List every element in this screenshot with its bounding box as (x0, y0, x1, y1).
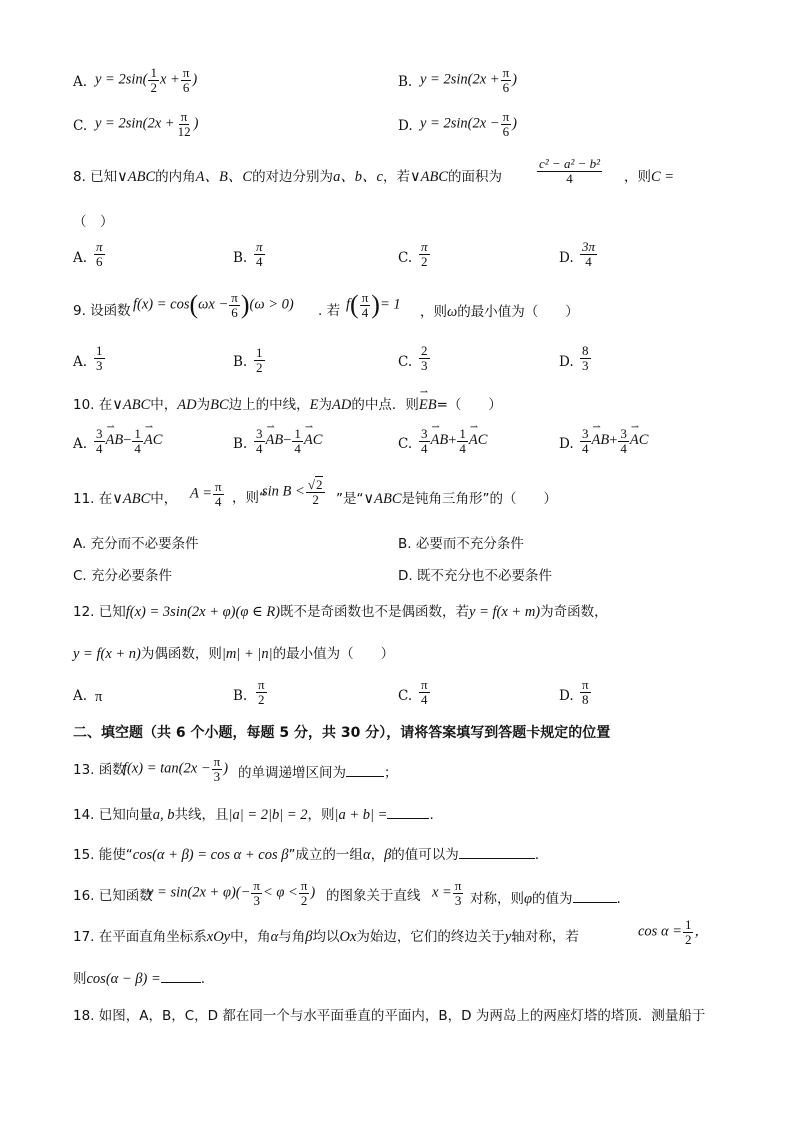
q10-option-d: $\frac{3}{4}$ ⇀ AB+ $\frac{3}{4}$ ⇀ AC (579, 427, 648, 455)
q8-stem: 8. 已知∨ABC的内角A、B、C的对边分别为a、b、c，若∨ABC的面积为 $\frac{\text{c² − a² − b²}}{4}$ ，则C = (73, 156, 675, 186)
q11-option-c: C. 充分必要条件 (73, 568, 173, 584)
q8-triangle: ∨ABC (117, 169, 156, 185)
q10-option-b: $\frac{3}{4}$ ⇀ AB− $\frac{1}{4}$ ⇀ AC (253, 427, 322, 455)
q16-axis: x = $\frac{\pi}{3}$ (432, 878, 462, 908)
q7-option-a-label: A. (73, 74, 88, 90)
q13-answer-blank[interactable] (346, 764, 384, 777)
q12-stem-line2: y = f(x + n)为偶函数，则|m| + |n|的最小值为（ ） (73, 646, 395, 662)
q8-option-b: $\frac{\pi}{4}$ (256, 239, 263, 269)
q10-options: A. $\frac{3}{4}$ ⇀ AB− $\frac{1}{4}$ ⇀ AC B. $\frac{3}{4}$ ⇀ AB− $\frac{1}{4}$ ⇀ AC C. $\frac{3}{4}$ ⇀ AB+ $\frac{1}{4}$ ⇀ AC D. $\frac{3}{4}$ ⇀ AB+ $\frac{3}{4}$ ⇀ AC (0, 430, 794, 460)
q16: 16. 已知函数 y = sin(2x + φ)(− $\frac{\pi}{3}$ < φ < $\frac{\pi}{2}$ ) 的图象关于直线 x = $\frac{\pi}{3}$ 对称，则φ的值为 . (73, 878, 621, 908)
q7-option-b-label: B. (398, 74, 413, 90)
q12-stem-line1: 12. 已知f(x) = 3sin(2x + φ)(φ ∈ R)既不是奇函数也不是偶函数，若y = f(x + m)为奇函数， (73, 604, 608, 620)
q9-option-a: $\frac{1}{3}$ (96, 343, 103, 373)
section-2-title: 二、填空题（共 6 个小题，每题 5 分，共 30 分），请将答案填写到答题卡规定的位置 (73, 725, 611, 741)
q14-answer-blank[interactable] (387, 806, 429, 819)
q17-line2: 则cos(α − β) = . (73, 971, 206, 987)
q11-options-row2 (0, 566, 794, 596)
q9-option-b: $\frac{1}{2}$ (256, 345, 263, 375)
q8-text1: 8. 已知 (73, 169, 118, 185)
q9-option-c: $\frac{2}{3}$ (421, 343, 428, 373)
q8-option-b-label: B. (233, 250, 248, 266)
q15-answer-blank[interactable] (459, 846, 535, 859)
q7-option-c-label: C. (73, 118, 88, 134)
q9-options: A. $\frac{1}{3}$ B. $\frac{1}{2}$ C. $\frac{2}{3}$ D. $\frac{8}{3}$ (0, 348, 794, 378)
q8-option-d-label: D. (559, 250, 574, 266)
q7-options-row1 (0, 65, 794, 98)
q7-option-c-formula: y = 2sin(2x + $\frac{\pi}{12}$ ) (95, 109, 199, 139)
q14: 14. 已知向量a, b共线，且|a| = 2|b| = 2，则|a + b| = . (73, 807, 434, 823)
q8-option-a-label: A. (73, 250, 88, 266)
q11-angle: A = $\frac{\pi}{4}$ (190, 479, 222, 509)
q10-option-c: $\frac{3}{4}$ ⇀ AB+ $\frac{1}{4}$ ⇀ AC (418, 427, 487, 455)
q12-options: A. π B. $\frac{\pi}{2}$ C. $\frac{\pi}{4}$ D. $\frac{\pi}{8}$ (0, 682, 794, 712)
q16-function: y = sin(2x + φ)(− $\frac{\pi}{3}$ < φ < $\frac{\pi}{2}$ ) (147, 878, 316, 908)
q9-option-d: $\frac{8}{3}$ (582, 343, 589, 373)
q7-option-d-formula: y = 2sin(2x − $\frac{\pi}{6}$ ) (420, 109, 517, 139)
section-2-header (0, 724, 794, 754)
q11-sin-condition: sin B < $\frac{√2}{2}$ (262, 478, 326, 506)
q18-text: 18. 如图，A，B，C，D 都在同一个与水平面垂直的平面内，B，D 为两岛上的两座灯塔的塔顶．测量船于 (73, 1008, 706, 1024)
q12-option-d: $\frac{\pi}{8}$ (582, 677, 589, 707)
q17-answer-blank[interactable] (161, 970, 201, 983)
q8-option-d: $\frac{3\pi}{4}$ (582, 239, 596, 269)
q18 (0, 1004, 794, 1034)
q7-options-row2 (0, 109, 794, 142)
q10-option-a: $\frac{3}{4}$ ⇀ AB− $\frac{1}{4}$ ⇀ AC (93, 427, 162, 455)
q10-stem: 10. 在∨ABC中，AD为BC边上的中线，E为AD的中点．则⇀ EB=（ ） (0, 394, 794, 424)
q7-option-b-formula: y = 2sin(2x + $\frac{\pi}{6}$ ) (420, 65, 517, 95)
q12-option-a: π (95, 689, 103, 705)
q11-option-d: D. 既不充分也不必要条件 (398, 568, 552, 584)
q11-stem: 11. 在∨ABC中， A = $\frac{\pi}{4}$ ，则“ sin B < $\frac{√2}{2}$ ”是“∨ABC是钝角三角形”的（ ） (73, 477, 557, 509)
q17-cos-value: cos α = $\frac{1}{2}$ ， (638, 917, 708, 947)
q13: 13. 函数 f(x) = tan(2x − $\frac{\pi}{3}$ ) 的单调递增区间为 ； (73, 754, 398, 784)
q8-options (0, 239, 794, 274)
q12-option-c: $\frac{\pi}{4}$ (421, 677, 428, 707)
q9-condition: f( $\frac{\pi}{4}$ )= 1 (346, 290, 401, 320)
q12-option-b: $\frac{\pi}{2}$ (258, 677, 265, 707)
q8-paren: （ ） (73, 214, 114, 230)
q8-option-a: $\frac{\pi}{6}$ (96, 239, 103, 269)
q11-options-row1 (0, 534, 794, 564)
q11-option-a: A. 充分而不必要条件 (73, 536, 199, 552)
q15: 15. 能使“cos(α + β) = cos α + cos β”成立的一组α，β的值可以为 . (73, 847, 540, 863)
q7-option-d-label: D. (398, 118, 413, 134)
q16-answer-blank[interactable] (573, 890, 617, 903)
q13-function: f(x) = tan(2x − $\frac{\pi}{3}$ ) (123, 754, 229, 784)
q8-option-c: $\frac{\pi}{2}$ (421, 239, 428, 269)
q9-stem: 9. 设函数 f(x) = cos(ωx − $\frac{\pi}{6}$ )(ω > 0) . 若 f( $\frac{\pi}{4}$ )= 1 ，则ω的最小值为（ ） (73, 290, 579, 320)
q11-option-b: B. 必要而不充分条件 (398, 536, 524, 552)
q7-option-a-formula: y = 2sin( $\frac{1}{2}$ x + $\frac{\pi}{6}$ ) (95, 65, 198, 95)
q8-option-c-label: C. (398, 250, 413, 266)
q8-area-fraction: $\frac{\text{c² − a² − b²}}{4}$ (539, 156, 601, 186)
q9-function: f(x) = cos(ωx − $\frac{\pi}{6}$ )(ω > 0) (133, 290, 294, 320)
q17-line1: 17. 在平面直角坐标系xOy中，角α与角β均以Ox为始边，它们的终边关于y轴对称，若 cos α = $\frac{1}{2}$ ， (73, 917, 708, 947)
